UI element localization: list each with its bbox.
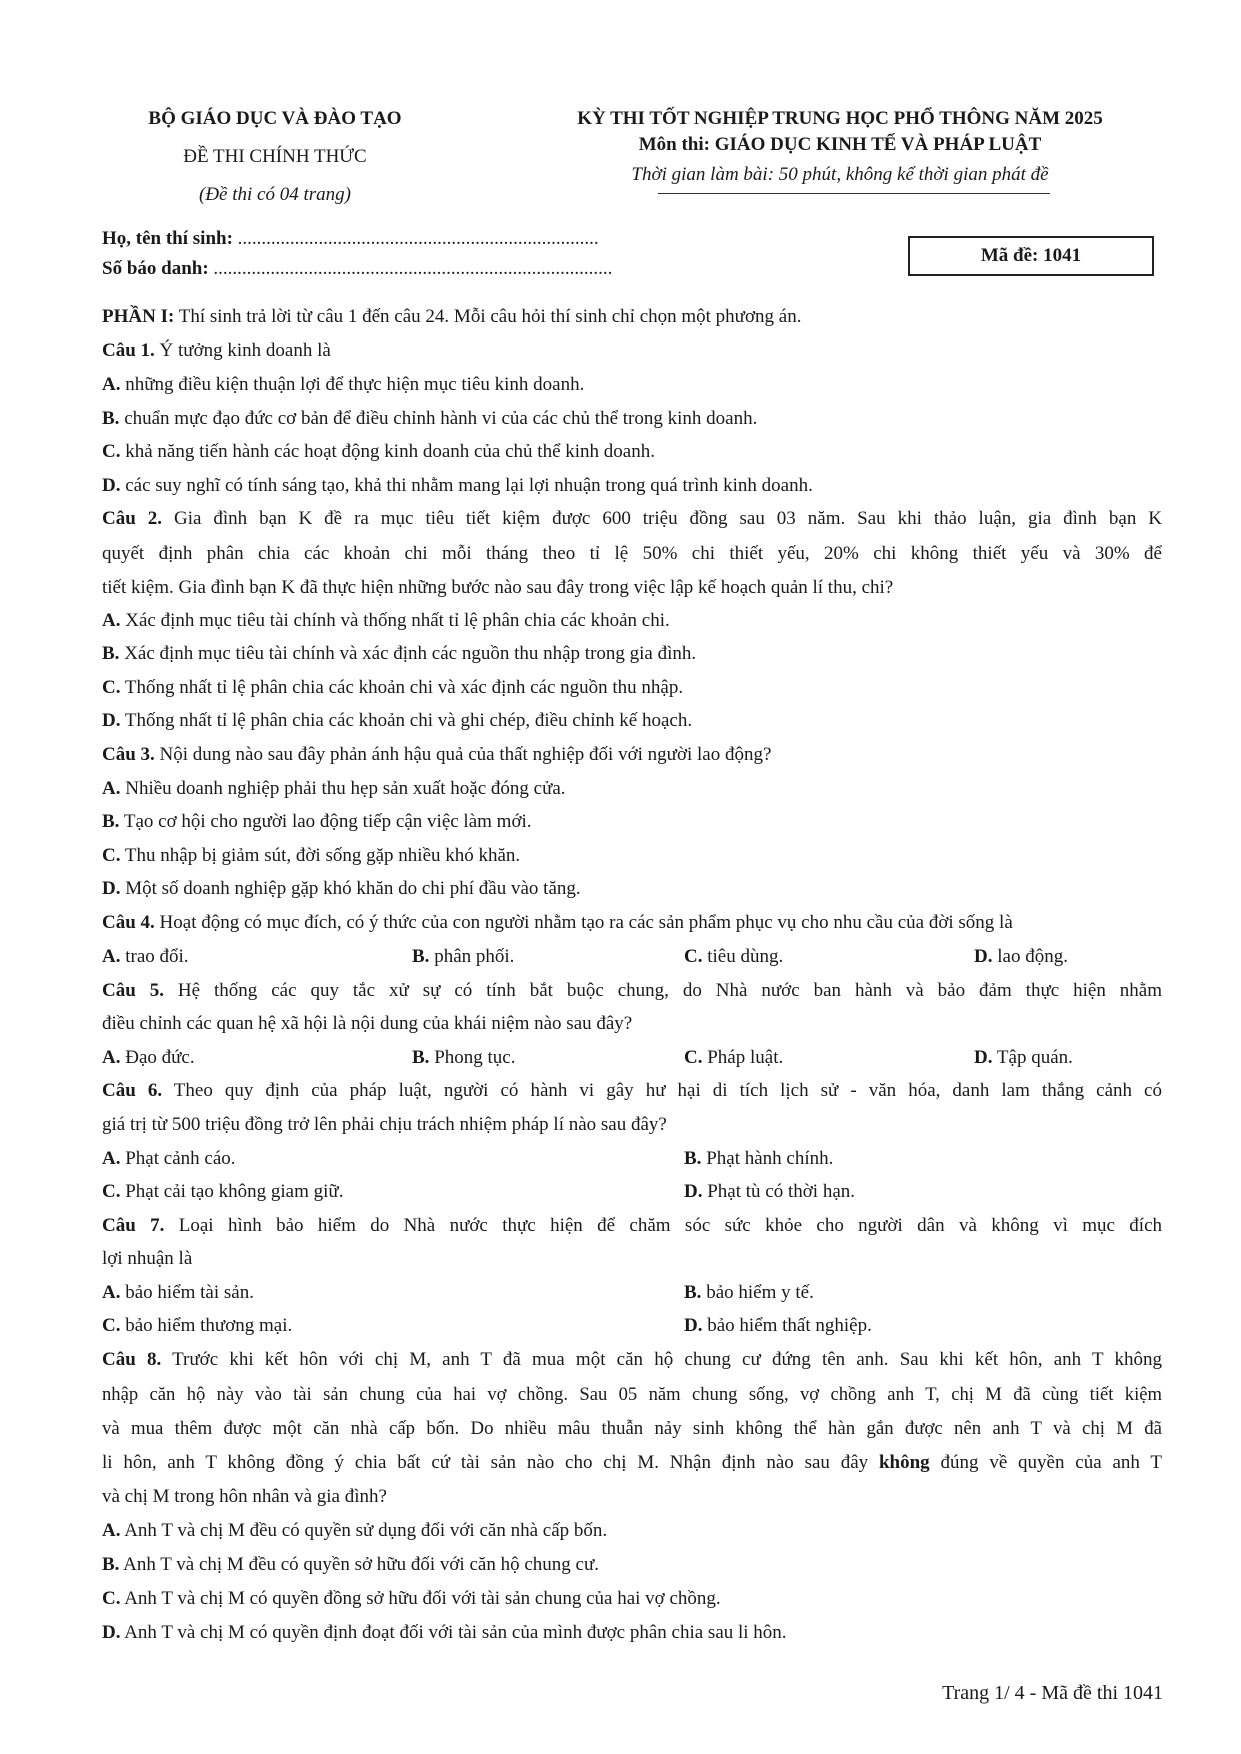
option-letter: B. [102,1554,120,1575]
option-text: trao đổi. [125,946,189,967]
question-7-line-2: lợi nhuận là [102,1248,193,1269]
question-text: Loại hình bảo hiểm do Nhà nước thực hiện để chăm sóc sức khỏe cho người dân và không vì mục đích [178,1215,1163,1236]
option-letter: D. [974,1047,993,1068]
option-text: Xác định mục tiêu tài chính và thống nhất tỉ lệ phân chia các khoản chi. [125,610,670,631]
option-text: tiêu dùng. [707,946,784,967]
page-footer: Trang 1/ 4 - Mã đề thi 1041 [942,1682,1163,1704]
option-letter: A. [102,1148,121,1169]
q3-option-c [102,845,520,867]
time-note: Thời gian làm bài: 50 phút, không kể thời gian phát đề [631,164,1049,185]
exam-subject [498,134,1182,156]
question-1 [102,340,331,362]
option-text: Xác định mục tiêu tài chính và xác định các nguồn thu nhập trong gia đình. [124,643,697,664]
option-letter: B. [102,408,120,429]
question-number: Câu 3. [102,744,155,765]
question-6-line-2: giá trị từ 500 triệu đồng trở lên phải chịu trách nhiệm pháp lí nào sau đây? [102,1114,667,1135]
q5-option-c [684,1047,783,1069]
q6-option-d [684,1181,855,1203]
q1-option-c [102,441,655,463]
option-letter: A. [102,778,121,799]
question-text: Ý tưởng kinh doanh là [159,340,331,361]
question-8-line-4 [102,1452,1162,1474]
q6-option-b [684,1148,833,1170]
q1-option-a [102,374,584,396]
q4-option-d [974,946,1068,968]
time-underline [658,193,1050,194]
option-letter: A. [102,1047,121,1068]
q8-option-c [102,1588,721,1610]
question-text: đúng về quyền của anh T [940,1452,1162,1473]
option-text: Phong tục. [434,1047,516,1068]
option-text: Thu nhập bị giảm sút, đời sống gặp nhiều khó khăn. [124,845,521,866]
q1-option-d [102,475,813,497]
option-text: Phạt cảnh cáo. [125,1148,236,1169]
question-5 [102,980,1162,1002]
q2-option-d [102,710,692,732]
option-letter: A. [102,1282,121,1303]
candidate-name-dots: ............................................................................ [237,228,599,249]
question-8-line-2: nhập căn hộ này vào tài sản chung của hai vợ chồng. Sau 05 năm chung sống, vợ chồng anh T, chị M đã cùng tiết kiệm [102,1384,1162,1405]
option-letter: B. [412,1047,430,1068]
question-2-line-3: tiết kiệm. Gia đình bạn K đã thực hiện những bước nào sau đây trong việc lập kế hoạch quản lí thu, chi? [102,577,894,598]
question-number: Câu 1. [102,340,155,361]
negation-emphasis: không [878,1452,930,1473]
q1-option-b [102,408,757,430]
question-number: Câu 7. [102,1215,165,1236]
exam-code-box: Mã đề: 1041 [908,236,1154,276]
option-letter: C. [684,946,703,967]
option-letter: C. [102,1315,121,1336]
question-number: Câu 6. [102,1080,163,1101]
option-text: Pháp luật. [707,1047,784,1068]
option-text: khả năng tiến hành các hoạt động kinh doanh của chủ thể kinh doanh. [125,441,655,462]
option-text: bảo hiểm thương mại. [125,1315,293,1336]
option-text: bảo hiểm tài sản. [125,1282,254,1303]
option-letter: C. [102,441,121,462]
question-text: Hoạt động có mục đích, có ý thức của con người nhằm tạo ra các sản phẩm phục vụ cho nhu cầu của đời sống là [159,912,1013,933]
question-text: Nội dung nào sau đây phản ánh hậu quả của thất nghiệp đối với người lao động? [159,744,772,765]
q5-option-b [412,1047,515,1069]
question-text: li hôn, anh T không đồng ý chia bất cứ tài sản nào cho chị M. Nhận định nào sau đây [102,1452,869,1473]
ministry-name: BỘ GIÁO DỤC VÀ ĐÀO TẠO [148,108,402,129]
candidate-name-label: Họ, tên thí sinh: [102,228,233,249]
option-text: Một số doanh nghiệp gặp khó khăn do chi phí đầu vào tăng. [125,878,581,899]
option-text: Tập quán. [996,1047,1073,1068]
q5-option-d [974,1047,1073,1069]
question-2 [102,508,1162,530]
question-3 [102,744,771,766]
option-text: Anh T và chị M đều có quyền sở hữu đối với căn hộ chung cư. [123,1554,599,1575]
option-text: bảo hiểm thất nghiệp. [707,1315,872,1336]
option-letter: D. [102,1622,121,1643]
q7-option-a [102,1282,254,1304]
option-letter: D. [102,475,121,496]
question-6 [102,1080,1162,1102]
option-text: Anh T và chị M có quyền đồng sở hữu đối với tài sản chung của hai vợ chồng. [124,1588,721,1609]
q3-option-b [102,811,532,833]
option-letter: A. [102,374,121,395]
question-2-line-2: quyết định phân chia các khoản chi mỗi tháng theo tỉ lệ 50% chi thiết yếu, 20% chi không thiết yếu và 30% để [102,543,1162,564]
option-letter: B. [102,643,120,664]
option-text: các suy nghĩ có tính sáng tạo, khả thi nhằm mang lại lợi nhuận trong quá trình kinh doanh. [125,475,813,496]
option-text: Đạo đức. [125,1047,195,1068]
option-letter: C. [102,1588,121,1609]
q3-option-a [102,778,566,800]
option-text: Phạt cải tạo không giam giữ. [125,1181,344,1202]
option-text: Nhiều doanh nghiệp phải thu hẹp sản xuất hoặc đóng cửa. [125,778,566,799]
question-number: Câu 8. [102,1349,162,1370]
option-letter: A. [102,946,121,967]
q8-option-d [102,1622,787,1644]
question-7 [102,1215,1162,1237]
option-text: Tạo cơ hội cho người lao động tiếp cận việc làm mới. [123,811,532,832]
option-text: Anh T và chị M có quyền định đoạt đối với tài sản của mình được phân chia sau li hôn. [124,1622,787,1643]
question-number: Câu 5. [102,980,164,1001]
candidate-id-dots: .................................................................................... [213,258,613,279]
option-letter: D. [684,1315,703,1336]
option-text: Phạt tù có thời hạn. [707,1181,856,1202]
q6-option-a [102,1148,236,1170]
option-text: phân phối. [434,946,515,967]
question-8-line-5: và chị M trong hôn nhân và gia đình? [102,1486,387,1507]
question-8-line-3: và mua thêm được một căn nhà cấp bốn. Do nhiều mâu thuẫn nảy sinh không thể hàn gắn được nên anh T và chị M đã [102,1418,1162,1439]
option-letter: D. [102,710,121,731]
option-letter: A. [102,610,121,631]
q6-option-c [102,1181,343,1203]
q3-option-d [102,878,581,900]
q8-option-b [102,1554,599,1576]
part-text: Thí sinh trả lời từ câu 1 đến câu 24. Mỗi câu hỏi thí sinh chỉ chọn một phương án. [178,306,802,327]
option-letter: C. [684,1047,703,1068]
q4-option-c [684,946,783,968]
question-5-line-2: điều chỉnh các quan hệ xã hội là nội dung của khái niệm nào sau đây? [102,1013,633,1034]
option-letter: D. [974,946,993,967]
official-exam-label: ĐỀ THI CHÍNH THỨC [183,146,367,167]
q4-option-a [102,946,189,968]
subject-name: GIÁO DỤC KINH TẾ VÀ PHÁP LUẬT [714,134,1042,155]
option-letter: B. [102,811,120,832]
part-label: PHẦN I: [102,306,175,327]
option-letter: A. [102,1520,121,1541]
q2-option-c [102,677,683,699]
question-text: Hệ thống các quy tắc xử sự có tính bắt buộc chung, do Nhà nước ban hành và bảo đảm thực hiện nhằm [177,980,1163,1001]
question-number: Câu 2. [102,508,162,529]
candidate-id-line [102,258,612,280]
question-text: Gia đình bạn K đề ra mục tiêu tiết kiệm được 600 triệu đồng sau 03 năm. Sau khi thảo luận, gia đình bạn K [173,508,1162,529]
option-letter: C. [102,845,121,866]
option-letter: C. [102,677,121,698]
option-letter: B. [684,1282,702,1303]
option-letter: D. [102,878,121,899]
q7-option-d [684,1315,872,1337]
q4-option-b [412,946,514,968]
question-number: Câu 4. [102,912,155,933]
option-letter: C. [102,1181,121,1202]
q7-option-c [102,1315,292,1337]
exam-title: KỲ THI TỐT NGHIỆP TRUNG HỌC PHỔ THÔNG NĂM 2025 [577,108,1103,129]
q2-option-a [102,610,670,632]
candidate-name-line [102,228,599,250]
option-text: bảo hiểm y tế. [706,1282,814,1303]
option-text: Phạt hành chính. [706,1148,834,1169]
option-text: Thống nhất tỉ lệ phân chia các khoản chi và ghi chép, điều chỉnh kế hoạch. [124,710,693,731]
q2-option-b [102,643,696,665]
part-instruction [102,306,801,328]
pages-note: (Đề thi có 04 trang) [199,184,351,205]
question-8 [102,1349,1162,1371]
candidate-id-label: Số báo danh: [102,258,209,279]
option-text: những điều kiện thuận lợi để thực hiện mục tiêu kinh doanh. [125,374,585,395]
option-text: chuẩn mực đạo đức cơ bản để điều chỉnh hành vi của các chủ thể trong kinh doanh. [124,408,758,429]
option-text: Anh T và chị M đều có quyền sử dụng đối với căn nhà cấp bốn. [124,1520,608,1541]
q7-option-b [684,1282,814,1304]
question-text: Trước khi kết hôn với chị M, anh T đã mua một căn hộ chung cư đứng tên anh. Sau khi kết hôn, anh T không [172,1349,1162,1370]
subject-label: Môn thi: [638,134,710,155]
option-letter: B. [412,946,430,967]
question-text: Theo quy định của pháp luật, người có hành vi gây hư hại di tích lịch sử - văn hóa, danh lam thắng cảnh có [173,1080,1162,1101]
question-4 [102,912,1013,934]
option-letter: D. [684,1181,703,1202]
q5-option-a [102,1047,195,1069]
option-text: lao động. [997,946,1068,967]
option-text: Thống nhất tỉ lệ phân chia các khoản chi và xác định các nguồn thu nhập. [124,677,684,698]
q8-option-a [102,1520,607,1542]
option-letter: B. [684,1148,702,1169]
